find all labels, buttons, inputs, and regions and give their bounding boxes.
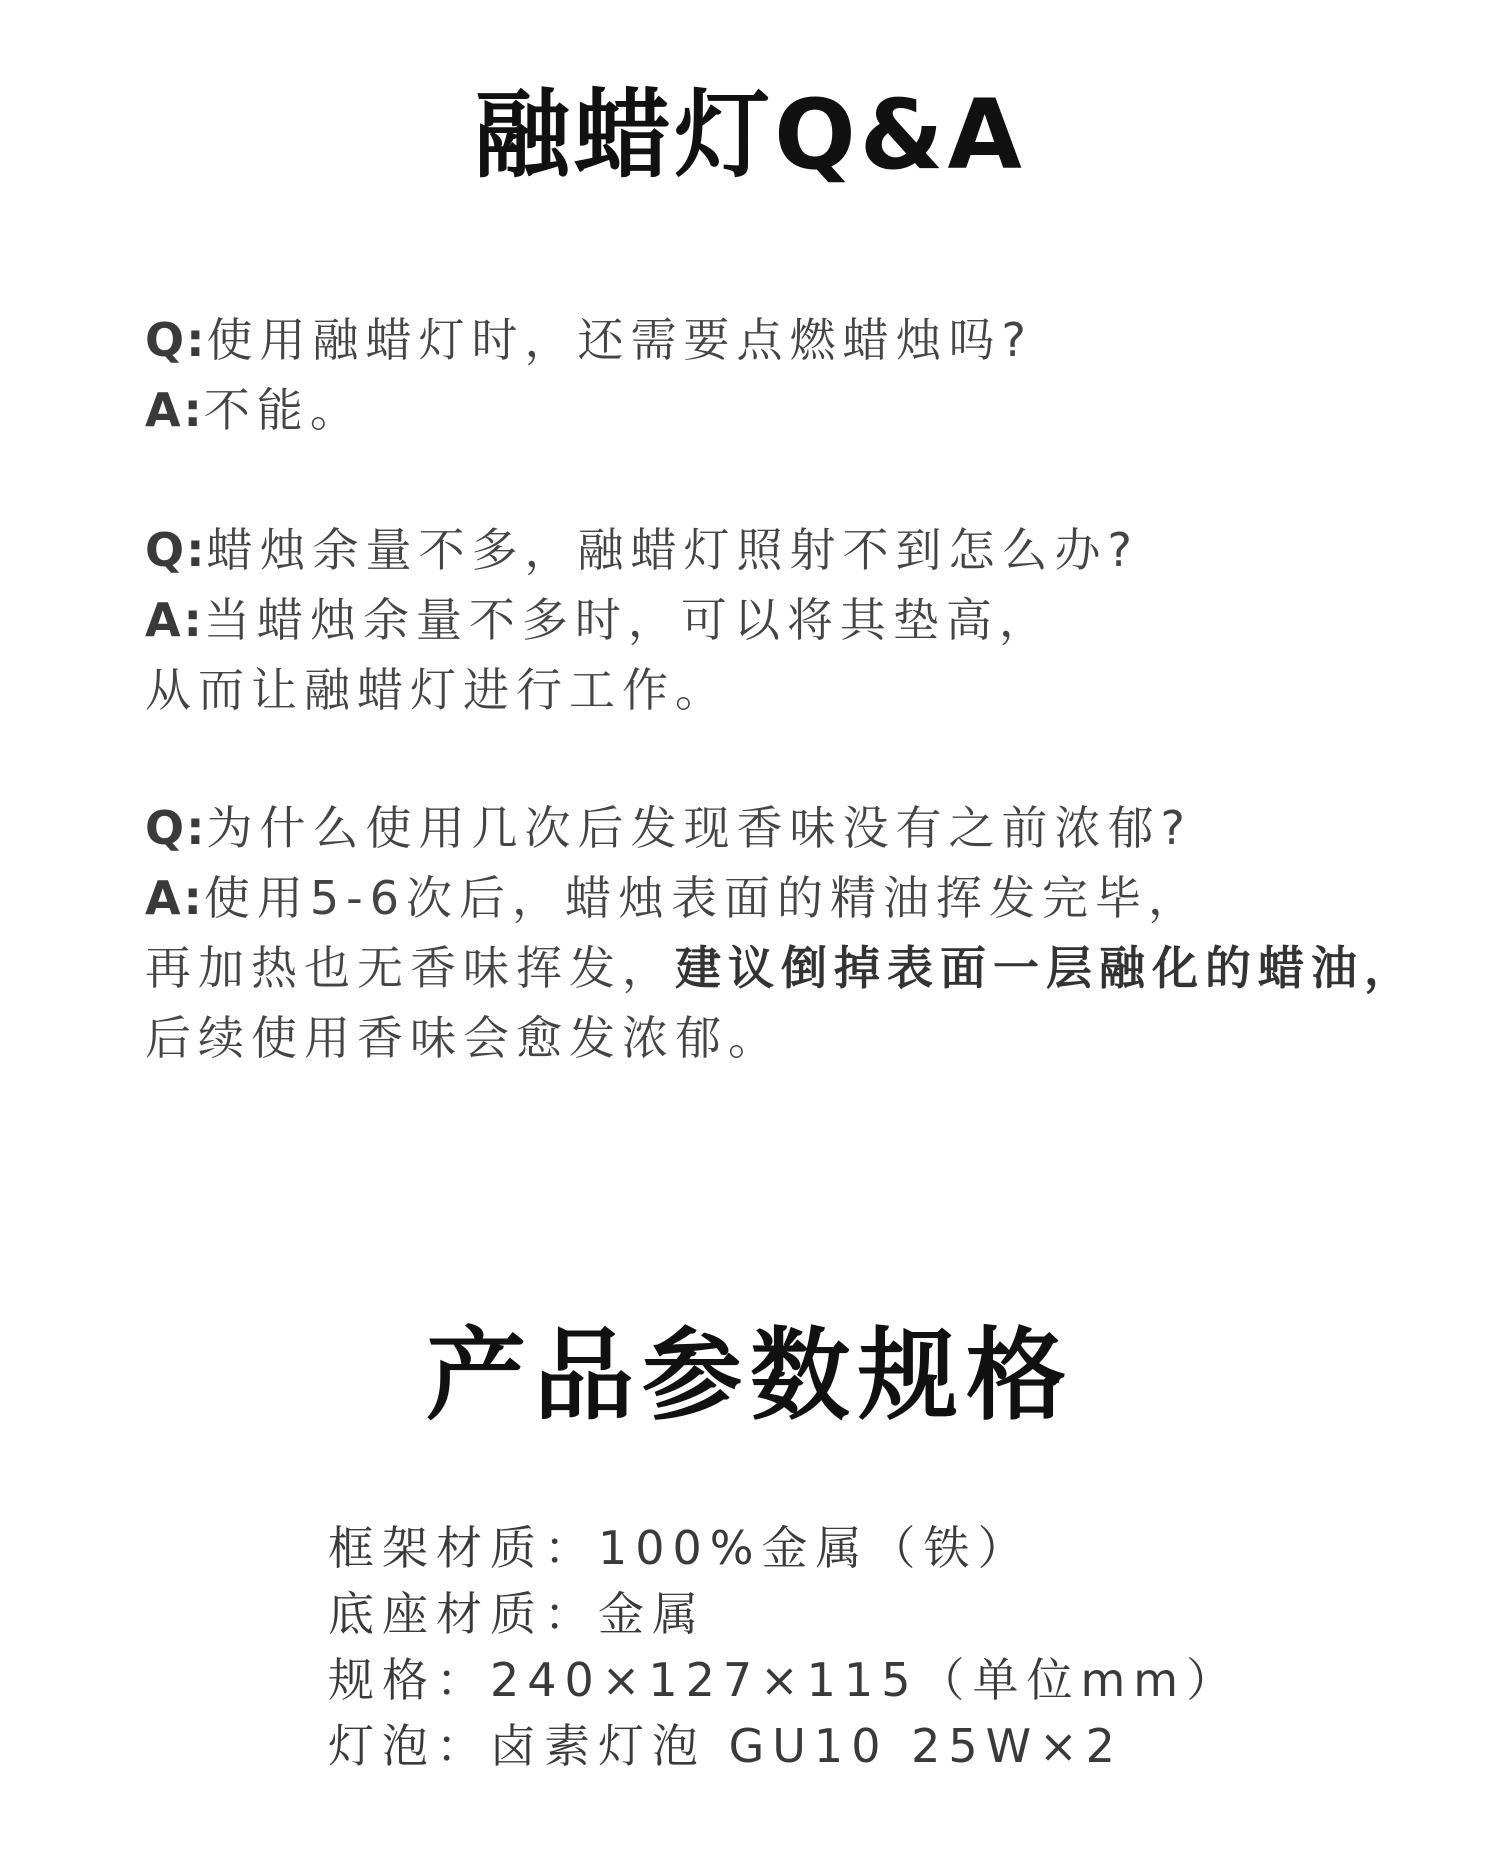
qa-title: 融蜡灯Q&A [474,79,1026,191]
answer-continuation: 从而让融蜡灯进行工作。 [145,663,728,717]
spec-list [328,1515,1428,1779]
answer-prefix: A: [145,871,204,925]
question-line [145,793,1465,863]
answer-text: 使用5-6次后，蜡烛表面的精油挥发完毕， [203,871,1201,925]
question-text: 蜡烛余量不多，融蜡灯照射不到怎么办? [206,523,1139,577]
question-line [145,305,1465,375]
answer-line [145,863,1465,933]
answer-continuation: 后续使用香味会愈发浓郁。 [145,1011,781,1065]
answer-line [145,585,1465,655]
answer-continuation [145,933,1465,1003]
spec-title: 产品参数规格 [426,1317,1074,1434]
answer-prefix: A: [145,593,204,647]
question-prefix: Q: [145,523,207,577]
answer-text-normal: 再加热也无香味挥发， [145,941,675,995]
question-text: 使用融蜡灯时，还需要点燃蜡烛吗? [206,313,1033,367]
spec-bulb: 灯泡：卤素灯泡 GU10 25W×2 [328,1719,1123,1773]
qa-item [145,305,1465,445]
answer-text-emphasis: 建议倒掉表面一层融化的蜡油， [675,941,1417,995]
spec-dimensions: 规格：240×127×115（单位mm） [328,1653,1241,1707]
answer-text: 当蜡烛余量不多时，可以将其垫高， [203,593,1052,647]
qa-item [145,793,1465,1073]
spec-frame-material: 框架材质：100%金属（铁） [328,1521,1032,1575]
answer-line [145,375,1465,445]
answer-text: 不能。 [203,383,363,437]
question-prefix: Q: [145,313,207,367]
question-line [145,515,1465,585]
question-prefix: Q: [145,801,207,855]
spec-base-material: 底座材质：金属 [328,1587,706,1641]
question-text: 为什么使用几次后发现香味没有之前浓郁? [206,801,1192,855]
answer-prefix: A: [145,383,204,437]
qa-item [145,515,1465,725]
